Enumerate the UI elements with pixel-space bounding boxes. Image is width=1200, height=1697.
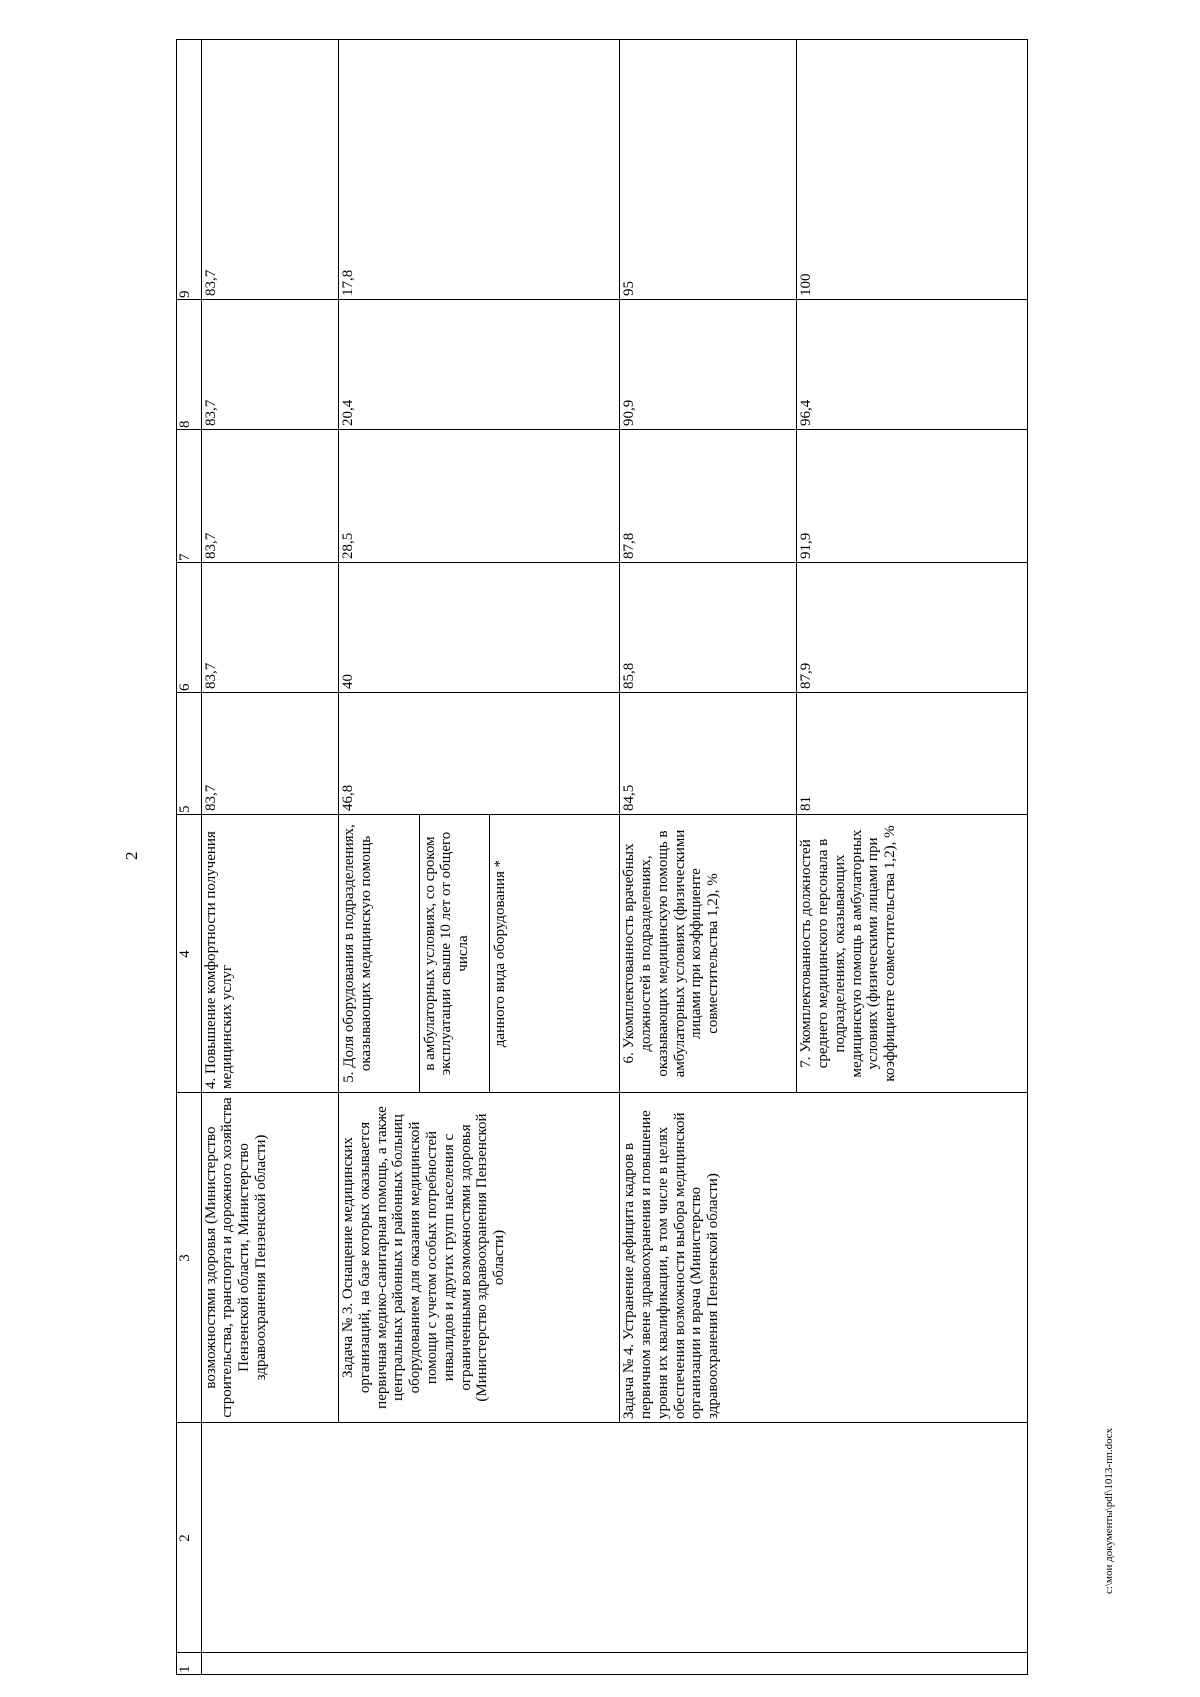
- value-cell: 20,4: [339, 300, 620, 430]
- value-cell: 83,7: [201, 40, 338, 300]
- col-number-3: 3: [177, 1093, 202, 1423]
- value-cell: 100: [797, 40, 1028, 300]
- col1-cell: [201, 1653, 1027, 1675]
- value-cell: 87,9: [797, 563, 1028, 693]
- col-number-4: 4: [177, 815, 202, 1093]
- indicator-part-2: в амбулаторных условиях, со сроком эксплуатации свыше 10 лет от общего числа: [419, 815, 489, 1092]
- value-cell: 83,7: [201, 563, 338, 693]
- indicator-part-3: данного вида оборудования *: [491, 859, 508, 1048]
- value-cell: 83,7: [201, 300, 338, 430]
- table-row: [201, 40, 338, 1675]
- value-cell: 17,8: [339, 40, 620, 300]
- indicator-part-1: 5. Доля оборудования в подразделениях, оказывающих медицинскую помощь: [339, 815, 419, 1092]
- value-cell: 83,7: [201, 430, 338, 563]
- value-cell: 28,5: [339, 430, 620, 563]
- value-cell: 40: [339, 563, 620, 693]
- col-number-5: 5: [177, 693, 202, 815]
- value-cell: 84,5: [620, 693, 797, 815]
- col-number-7: 7: [177, 430, 202, 563]
- indicators-table-container: [176, 40, 1028, 1675]
- indicators-table: [176, 39, 1028, 1675]
- value-cell: 96,4: [797, 300, 1028, 430]
- indicator-cell: 7. Укомплектованность должностей среднего медицинского персонала в подразделениях, оказывающих медицинскую помощь в амбулаторных условиях (физическими лицами при коэффициенте совместительства 1,2), %: [797, 815, 1028, 1093]
- column-number-row: [177, 40, 202, 1675]
- indicator-cell: [339, 815, 620, 1093]
- col2-cell: [201, 1423, 1027, 1653]
- indicator-cell: 4. Повышение комфортности получения медицинских услуг: [201, 815, 338, 1093]
- col-number-6: 6: [177, 563, 202, 693]
- value-cell: 81: [797, 693, 1028, 815]
- value-cell: 95: [620, 40, 797, 300]
- value-cell: 46,8: [339, 693, 620, 815]
- task-cell: Задача № 3. Оснащение медицинских организаций, на базе которых оказывается первичная медико-санитарная помощь, а также центральных районных и районных больниц оборудованием для оказания медицинской помощи с учетом особых потребностей инвалидов и других групп населения с ограниченными возможностями здоровья (Министерство здравоохранения Пензенской области): [339, 1093, 620, 1423]
- value-cell: 85,8: [620, 563, 797, 693]
- task-cell: возможностями здоровья (Министерство строительства, транспорта и дорожного хозяйства Пензенской области, Министерство здравоохранения Пензенской области): [201, 1093, 338, 1423]
- indicator-subtable: [339, 815, 619, 1092]
- task-cell: Задача № 4. Устранение дефицита кадров в первичном звене здравоохранения и повышение уровня их квалификации, в том числе в целях обеспечения возможности выбора медицинской организации и врача (Министерство здравоохранения Пензенской области): [620, 1093, 1028, 1423]
- footer-file-path: с:\мои документы\pdf\1013-пп.docx: [1103, 1427, 1115, 1594]
- col-number-8: 8: [177, 300, 202, 430]
- col-number-9: 9: [177, 40, 202, 300]
- value-cell: 87,8: [620, 430, 797, 563]
- col-number-2: 2: [177, 1423, 202, 1653]
- value-cell: 90,9: [620, 300, 797, 430]
- col-number-1: 1: [177, 1653, 202, 1675]
- value-cell: 91,9: [797, 430, 1028, 563]
- indicator-cell: 6. Укомплектованность врачебных должностей в подразделениях, оказывающих медицинскую помощь в амбулаторных условиях (физическими лицами при коэффициенте совместительства 1,2), %: [620, 815, 797, 1093]
- page-number: 2: [122, 851, 141, 860]
- value-cell: 83,7: [201, 693, 338, 815]
